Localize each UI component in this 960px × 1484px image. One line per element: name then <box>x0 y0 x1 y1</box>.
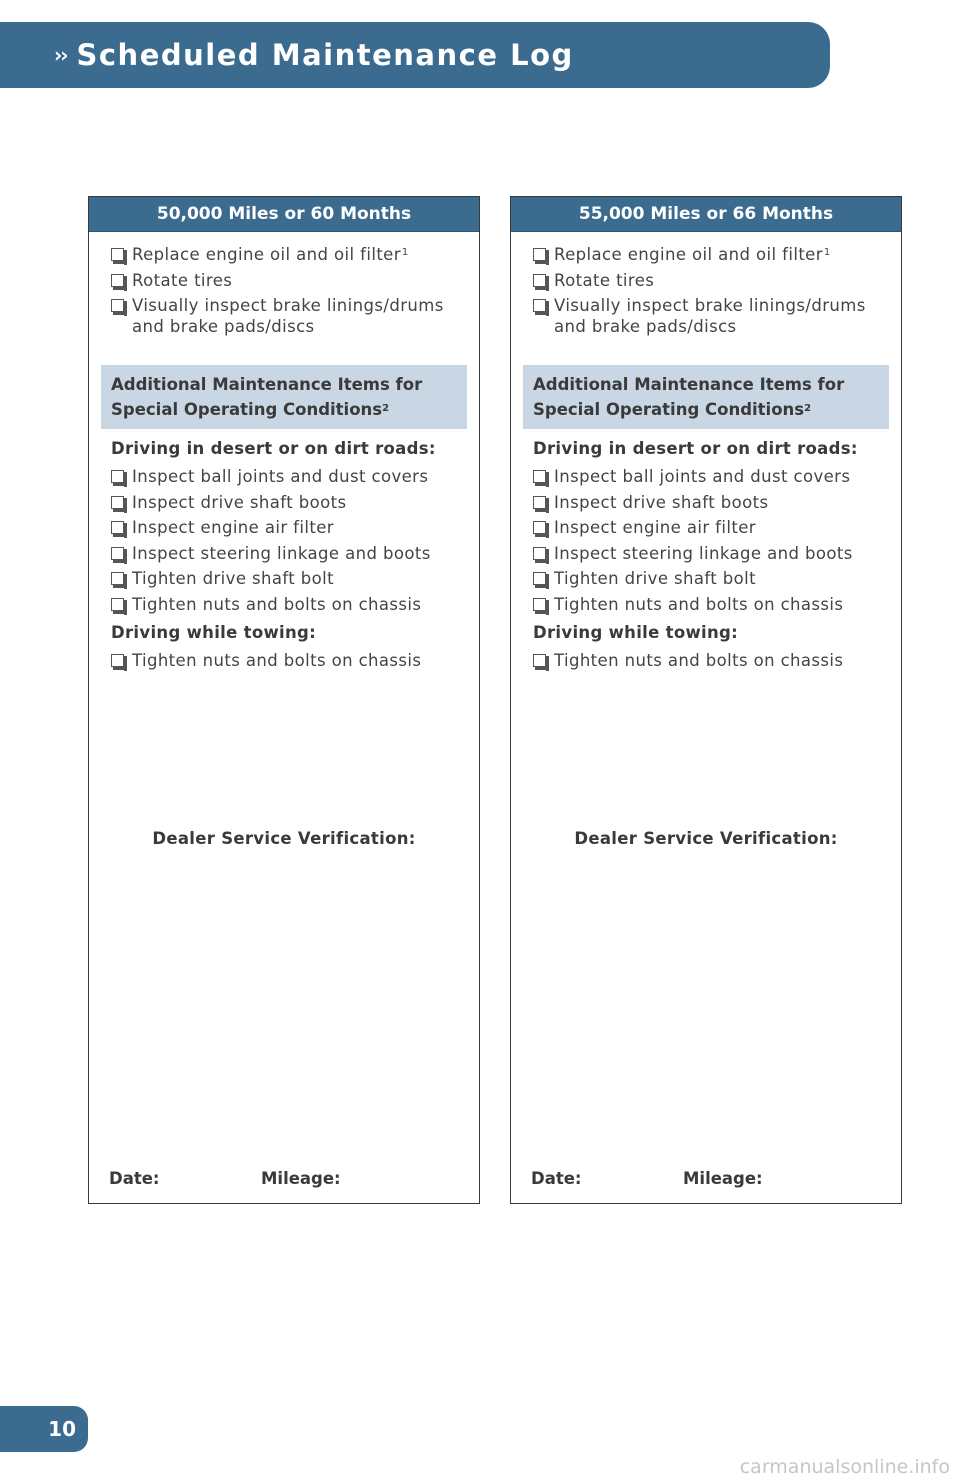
checkbox-icon[interactable] <box>111 654 124 667</box>
list-item <box>533 517 891 538</box>
item-text: Replace engine oil and oil filter <box>132 245 401 264</box>
item-text: Tighten nuts and bolts on chassis <box>554 650 844 670</box>
page-header <box>0 22 830 88</box>
list-item <box>111 466 469 487</box>
desert-condition-title: Driving in desert or on dirt roads: <box>533 439 858 458</box>
checkbox-icon[interactable] <box>533 521 546 534</box>
towing-condition-title: Driving while towing: <box>111 622 317 642</box>
checkbox-icon[interactable] <box>533 496 546 509</box>
item-text: Replace engine oil and oil filter <box>554 245 823 264</box>
item-text: Inspect drive shaft boots <box>554 492 769 512</box>
list-item <box>111 244 469 265</box>
item-text: Inspect engine air filter <box>132 518 334 537</box>
list-item <box>111 492 469 513</box>
item-text: Tighten drive shaft bolt <box>554 569 757 588</box>
date-label: Date: <box>531 1169 582 1188</box>
checkbox-icon[interactable] <box>533 274 546 287</box>
item-text: Tighten nuts and bolts on chassis <box>132 650 422 670</box>
footnote-ref: 2 <box>382 403 390 414</box>
list-item <box>111 543 469 564</box>
checkbox-icon[interactable] <box>111 496 124 509</box>
item-text: Inspect steering linkage and boots <box>132 543 431 563</box>
special-heading-line1: Additional Maintenance Items for <box>111 375 423 394</box>
list-item <box>111 568 469 589</box>
list-item <box>533 492 891 513</box>
towing-condition-title: Driving while towing: <box>533 622 739 642</box>
item-text: Inspect engine air filter <box>554 518 756 537</box>
item-text: Tighten drive shaft bolt <box>132 569 335 588</box>
dealer-verification-label: Dealer Service Verification: <box>152 829 416 848</box>
special-heading-line2: Special Operating Conditions <box>533 400 805 419</box>
item-text: Rotate tires <box>132 270 233 290</box>
footnote-ref: 1 <box>401 247 409 258</box>
item-text: Inspect ball joints and dust covers <box>554 467 851 486</box>
maintenance-card-55000 <box>510 196 902 1204</box>
checkbox-icon[interactable] <box>111 547 124 560</box>
list-item <box>111 594 469 615</box>
checkbox-icon[interactable] <box>533 299 546 312</box>
card-title: 50,000 Miles or 60 Months <box>89 197 479 232</box>
list-item <box>111 517 469 538</box>
page-number: 10 <box>0 1406 88 1452</box>
list-item <box>533 270 891 291</box>
checkbox-icon[interactable] <box>111 274 124 287</box>
mileage-label: Mileage: <box>683 1169 763 1188</box>
item-text: Tighten nuts and bolts on chassis <box>554 594 844 614</box>
checkbox-icon[interactable] <box>111 299 124 312</box>
item-text: Tighten nuts and bolts on chassis <box>132 594 422 614</box>
desert-items <box>89 458 479 615</box>
dealer-verification-label: Dealer Service Verification: <box>574 829 838 848</box>
list-item <box>533 594 891 615</box>
checkbox-icon[interactable] <box>111 521 124 534</box>
list-item <box>111 295 469 337</box>
item-text: Visually inspect brake linings/drums and brake pads/discs <box>132 296 444 336</box>
list-item <box>533 466 891 487</box>
list-item <box>111 270 469 291</box>
maintenance-items <box>89 232 479 337</box>
maintenance-items <box>511 232 901 337</box>
special-conditions-heading <box>101 365 467 429</box>
item-text: Visually inspect brake linings/drums and brake pads/discs <box>554 296 866 336</box>
special-heading-line1: Additional Maintenance Items for <box>533 375 845 394</box>
checkbox-icon[interactable] <box>111 598 124 611</box>
chevron-right-icon: ›› <box>54 43 67 67</box>
desert-items <box>511 458 901 615</box>
list-item <box>533 543 891 564</box>
item-text: Inspect drive shaft boots <box>132 492 347 512</box>
date-label: Date: <box>109 1169 160 1188</box>
checkbox-icon[interactable] <box>533 248 546 261</box>
list-item <box>533 244 891 265</box>
checkbox-icon[interactable] <box>533 547 546 560</box>
towing-items <box>511 642 901 671</box>
desert-condition-title: Driving in desert or on dirt roads: <box>111 439 436 458</box>
checkbox-icon[interactable] <box>111 248 124 261</box>
checkbox-icon[interactable] <box>533 654 546 667</box>
special-conditions-heading <box>523 365 889 429</box>
list-item <box>533 568 891 589</box>
item-text: Rotate tires <box>554 270 655 290</box>
mileage-label: Mileage: <box>261 1169 341 1188</box>
special-heading-line2: Special Operating Conditions <box>111 400 383 419</box>
checkbox-icon[interactable] <box>533 572 546 585</box>
checkbox-icon[interactable] <box>533 470 546 483</box>
list-item <box>111 650 469 671</box>
footnote-ref: 2 <box>804 403 812 414</box>
towing-items <box>89 642 479 671</box>
checkbox-icon[interactable] <box>533 598 546 611</box>
list-item <box>533 295 891 337</box>
item-text: Inspect steering linkage and boots <box>554 543 853 563</box>
list-item <box>533 650 891 671</box>
item-text: Inspect ball joints and dust covers <box>132 467 429 486</box>
page-title: Scheduled Maintenance Log <box>76 38 574 72</box>
footnote-ref: 1 <box>823 247 831 258</box>
card-title: 55,000 Miles or 66 Months <box>511 197 901 232</box>
watermark: carmanualsonline.info <box>739 1456 950 1478</box>
checkbox-icon[interactable] <box>111 470 124 483</box>
maintenance-card-50000 <box>88 196 480 1204</box>
checkbox-icon[interactable] <box>111 572 124 585</box>
